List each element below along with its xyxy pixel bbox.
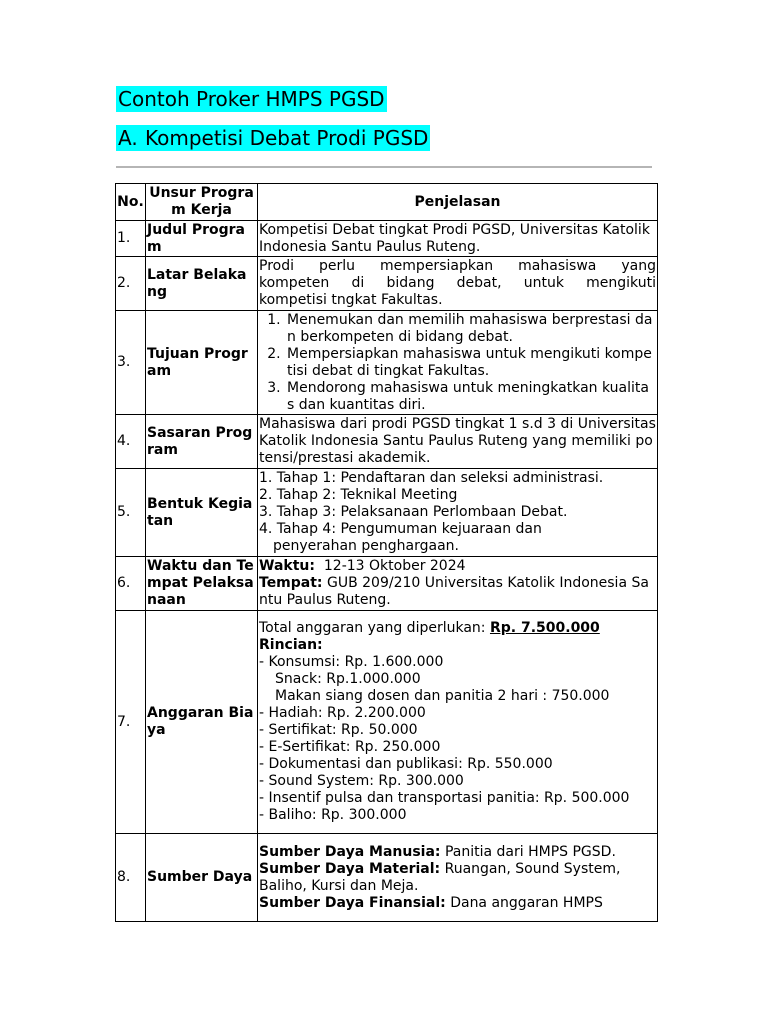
total-line: [259, 620, 656, 637]
row-resources: [258, 834, 658, 922]
text-line: Prodi perlu mempersiapkan mahasiswa yang: [259, 258, 656, 274]
waktu-line: [259, 558, 656, 575]
table-row: [116, 311, 658, 415]
rincian-label: Rincian:: [259, 637, 323, 653]
table-row: [116, 257, 658, 311]
horizontal-rule: [116, 166, 652, 168]
row-label: Bentuk Kegiatan: [146, 469, 258, 557]
header-no: No.: [116, 184, 146, 221]
table-row: [116, 469, 658, 557]
table-row: [116, 611, 658, 834]
row-text: [258, 257, 658, 311]
budget-item: - E-Sertifikat: Rp. 250.000: [259, 739, 441, 755]
row-budget: [258, 611, 658, 834]
budget-item: - Baliho: Rp. 300.000: [259, 807, 407, 823]
row-label: Sumber Daya: [146, 834, 258, 922]
resource-label: Sumber Daya Finansial:: [259, 894, 446, 911]
row-number: 7.: [116, 611, 146, 834]
document-title: Contoh Proker HMPS PGSD: [118, 87, 385, 111]
row-text: [258, 557, 658, 611]
resource-label: Sumber Daya Manusia:: [259, 843, 441, 860]
budget-item: - Dokumentasi dan publikasi: Rp. 550.000: [259, 756, 553, 772]
row-number: 4.: [116, 415, 146, 469]
row-label: Latar Belakang: [146, 257, 258, 311]
resource-value: Panitia dari HMPS PGSD.: [444, 843, 616, 860]
row-number: 3.: [116, 311, 146, 415]
row-label: Judul Program: [146, 221, 258, 257]
row-list: [258, 469, 658, 557]
total-value: Rp. 7.500.000: [489, 620, 600, 636]
list-item: 1. Tahap 1: Pendaftaran dan seleksi administrasi.: [259, 470, 604, 486]
list-item: 2. Tahap 2: Teknikal Meeting: [259, 487, 458, 503]
row-number: 2.: [116, 257, 146, 311]
table-row: [116, 221, 658, 257]
text-line: kompetisi tngkat Fakultas.: [259, 292, 443, 308]
list-item: 3. Tahap 3: Pelaksanaan Perlombaan Debat.: [259, 504, 568, 520]
list-item-continuation: penyerahan penghargaan.: [273, 538, 459, 554]
row-label: Sasaran Program: [146, 415, 258, 469]
section-number: A.: [118, 126, 138, 150]
budget-item: - Sertifikat: Rp. 50.000: [259, 722, 418, 738]
budget-subitem: Makan siang dosen dan panitia 2 hari : 750.000: [275, 688, 610, 704]
table-row: [116, 834, 658, 922]
budget-item: - Hadiah: Rp. 2.200.000: [259, 705, 426, 721]
waktu-value: 12-13 Oktober 2024: [323, 558, 466, 574]
resource-line: [259, 895, 656, 912]
table-header-row: [116, 184, 658, 221]
waktu-label: Waktu:: [259, 558, 315, 574]
row-text: Mahasiswa dari prodi PGSD tingkat 1 s.d 3 di Universitas Katolik Indonesia Santu Paulus Ruteng yang memiliki potensi/prestasi akademik.: [258, 415, 658, 469]
header-penjelasan: Penjelasan: [258, 184, 658, 221]
resource-value: Ruangan, Sound System, Baliho, Kursi dan Meja.: [259, 860, 621, 894]
row-list: [258, 311, 658, 415]
resource-line: [259, 844, 656, 861]
resource-value: Dana anggaran HMPS: [450, 894, 603, 911]
row-text: Kompetisi Debat tingkat Prodi PGSD, Universitas Katolik Indonesia Santu Paulus Ruteng.: [258, 221, 658, 257]
row-label: Waktu dan Tempat Pelaksanaan: [146, 557, 258, 611]
row-number: 1.: [116, 221, 146, 257]
list-item: 4. Tahap 4: Pengumuman kejuaraan dan: [259, 521, 542, 537]
section-heading: [116, 125, 430, 151]
row-label: Anggaran Biaya: [146, 611, 258, 834]
table-row: [116, 557, 658, 611]
resource-line: [259, 861, 656, 895]
text-line: kompeten di bidang debat, untuk mengikuti: [259, 275, 656, 291]
header-unsur: Unsur Program Kerja: [146, 184, 258, 221]
tempat-label: Tempat:: [259, 575, 323, 591]
budget-subitem: Snack: Rp.1.000.000: [275, 671, 421, 687]
total-label: Total anggaran yang diperlukan:: [259, 620, 486, 636]
budget-item: - Sound System: Rp. 300.000: [259, 773, 464, 789]
row-number: 6.: [116, 557, 146, 611]
section-title: Kompetisi Debat Prodi PGSD: [145, 126, 429, 150]
row-number: 8.: [116, 834, 146, 922]
resource-label: Sumber Daya Material:: [259, 860, 441, 877]
list-item: 1. Menemukan dan memilih mahasiswa berprestasi dan berkompeten di bidang debat.: [285, 312, 656, 346]
list-item: 2. Mempersiapkan mahasiswa untuk mengikuti kompetisi debat di tingkat Fakultas.: [285, 346, 656, 380]
tempat-value: GUB 209/210 Universitas Katolik Indonesia Santu Paulus Ruteng.: [259, 575, 649, 608]
program-table: [115, 183, 658, 922]
budget-item: - Konsumsi: Rp. 1.600.000: [259, 654, 444, 670]
list-item: 3. Mendorong mahasiswa untuk meningkatkan kualitas dan kuantitas diri.: [285, 380, 656, 414]
budget-item: - Insentif pulsa dan transportasi panitia: Rp. 500.000: [259, 790, 630, 806]
tempat-line: [259, 575, 656, 609]
row-number: 5.: [116, 469, 146, 557]
row-label: Tujuan Program: [146, 311, 258, 415]
table-row: [116, 415, 658, 469]
